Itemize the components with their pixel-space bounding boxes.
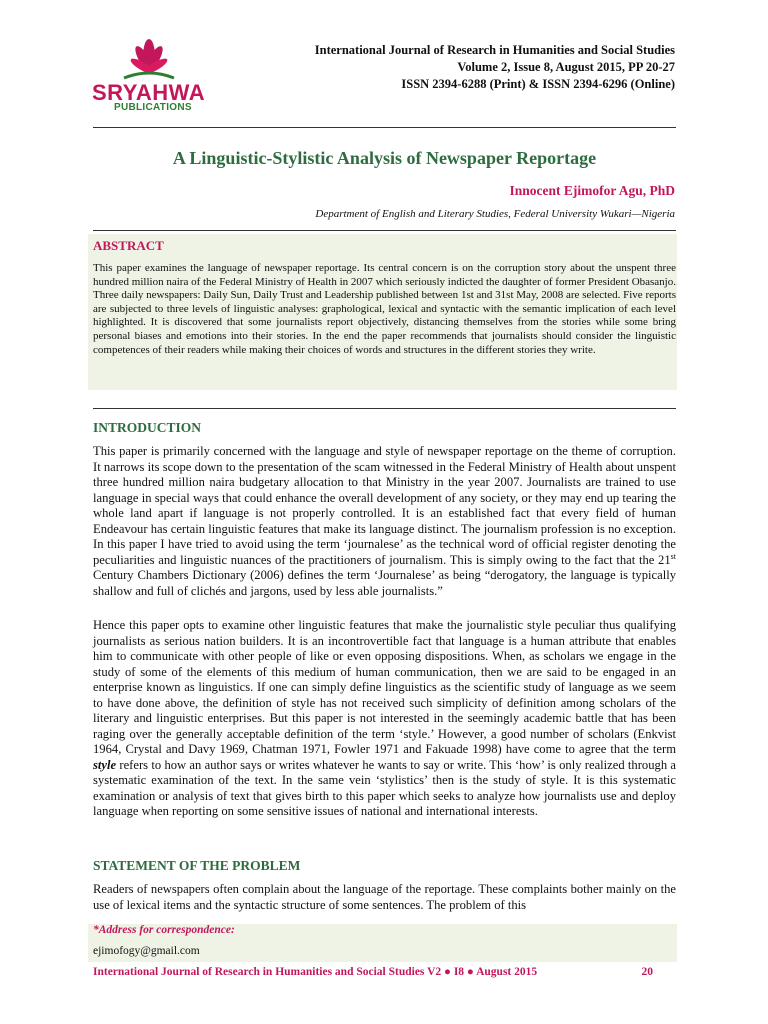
- journal-info: [315, 42, 675, 93]
- page-number: 20: [641, 966, 653, 978]
- problem-heading: STATEMENT OF THE PROBLEM: [93, 858, 301, 873]
- abstract-top-rule: [93, 230, 676, 231]
- para2-text-a: Hence this paper opts to examine other linguistic features that make the journalistic style peculiar thus qualifying journalists as serious nation builders. It is an incontrovertible fact that language is a human attribute that enables him to communicate with other people of like or even opposing dispositions. When, as scholars we engage in the study of some of the elements of this medium of human communication, then we are said to be engaged in an enterprise known as linguistics. If one can simply define linguistics as the scientific study of language as we seem to have done above, the definition of style has not received such simplicity of definition among scholars of the literary and linguistic enterprises. But this paper is not interested in the seemingly academic battle that has been raging over the generally acceptable definition of the term ‘style.’ However, a good number of scholars (Enkvist 1964, Crystal and Davy 1969, Chatman 1971, Fowler 1971 and Fakuade 1998) have come to agree that the term: [93, 618, 676, 756]
- lotus-icon: [114, 38, 184, 82]
- journal-issn: ISSN 2394-6288 (Print) & ISSN 2394-6296 (Online): [401, 77, 675, 91]
- problem-paragraph: Readers of newspapers often complain about the language of the reportage. These complaints bother mainly on the use of lexical items and the syntactic structure of some sentences. The problem of this: [93, 882, 676, 912]
- logo-wordmark: SRYAHWA: [92, 80, 206, 105]
- para1-text-b: Century Chambers Dictionary (2006) defines the term ‘Journalese’ as being “derogatory, the language is typically shallow and full of clichés and jargons, used by less able journalists.”: [93, 568, 676, 598]
- introduction-paragraph-1: [93, 444, 676, 599]
- journal-volume: Volume 2, Issue 8, August 2015, PP 20-27: [457, 60, 675, 74]
- correspondence-label: *Address for correspondence:: [93, 924, 235, 936]
- journal-name: International Journal of Research in Humanities and Social Studies: [314, 43, 675, 57]
- author-name: Innocent Ejimofor Agu, PhD: [509, 183, 675, 198]
- para2-emphasis: style: [93, 757, 117, 772]
- para1-superscript: st: [670, 551, 676, 561]
- paper-title: A Linguistic-Stylistic Analysis of Newspaper Reportage: [172, 148, 597, 168]
- introduction-paragraph-2: [93, 618, 676, 820]
- page-footer: International Journal of Research in Humanities and Social Studies V2 ● I8 ● August 2015: [93, 966, 538, 978]
- correspondence-email: ejimofogy@gmail.com: [93, 945, 200, 957]
- abstract-heading: ABSTRACT: [93, 238, 164, 253]
- abstract-text: This paper examines the language of newspaper reportage. Its central concern is on the corruption story about the unspent three hundred million naira of the Federal Ministry of Health in 2007 which seriously indicted the daughter of former President Obasanjo. Three daily newspapers: Daily Sun, Daily Trust and Leadership published between 1st and 31st May, 2008 are selected. Five reports are subjected to three levels of linguistic analyses: graphological, lexical and syntactic with the semantic implication of each level highlighted. It is discovered that some journalists report objectively, distancing themselves from the stories while some bring personal biases and emotions into their stories. In the end the paper recommends that journalists should consider the linguistic competences of their readers while making their choices of words and structures in the different stories they write.: [93, 262, 676, 356]
- para1-text-a: This paper is primarily concerned with the language and style of newspaper reportage on the theme of corruption. It narrows its scope down to the presentation of the scam witnessed in the Federal Ministry of Health about unspent three hundred million naira budgetary allocation to that Ministry in the year 2007. Journalists are trained to use language in special ways that could enhance the overall development of any society, or they may end up tearing the whole land apart if language is not properly controlled. It is an established fact that every field of human Endeavour has certain linguistic features that make its language distinct. The journalism profession is no exception. In this paper I have tried to avoid using the term ‘journalese’ as the technical word of official register denoting the peculiarities and linguistic nuances of the practitioners of journalism. This is simply owing to the fact that the 21: [93, 444, 676, 567]
- logo-subtitle: PUBLICATIONS: [114, 102, 192, 113]
- para2-text-b: refers to how an author says or writes whatever he wants to say or write. This ‘how’ is only realized through a systematic examination of the text. In the same vein ‘stylistics’ then is the study of style. It is this systematic examination or analysis of text that gives birth to this paper which seeks to analyze how journalists use and deploy language when reporting on some sensitive issues of national and international interests.: [93, 757, 676, 818]
- header-rule: [93, 127, 676, 128]
- publisher-logo: [92, 38, 242, 118]
- introduction-heading: INTRODUCTION: [93, 420, 202, 435]
- author-affiliation: Department of English and Literary Studies, Federal University Wukari—Nigeria: [315, 208, 675, 220]
- section-rule: [93, 408, 676, 409]
